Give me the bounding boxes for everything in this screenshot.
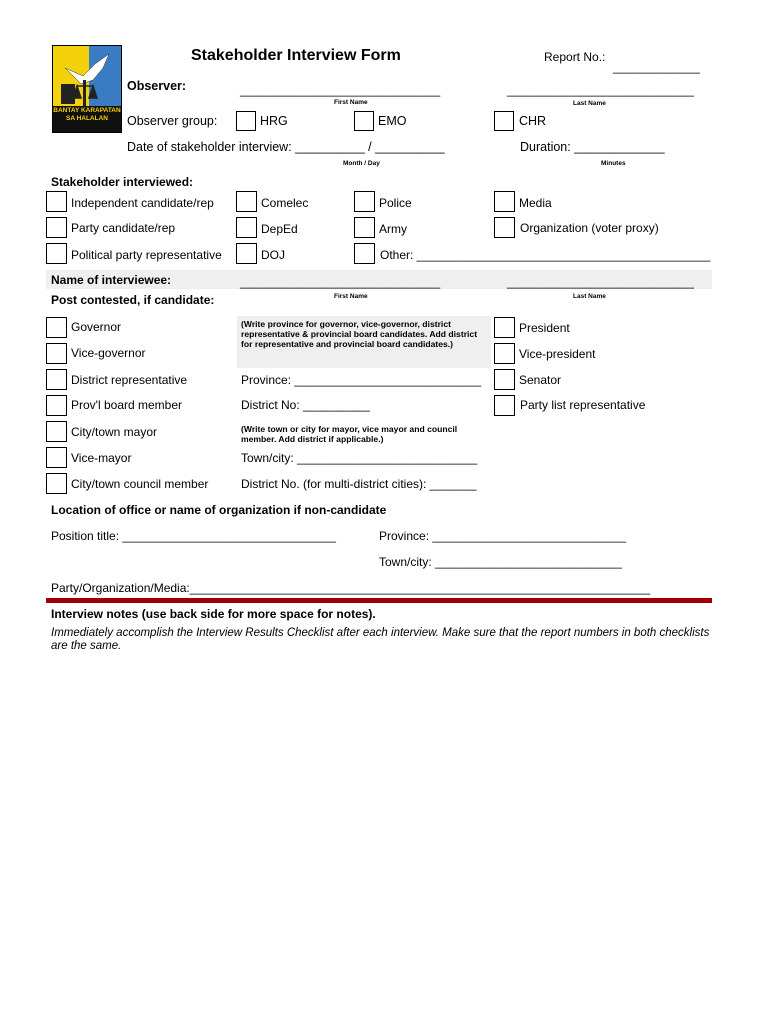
town-note: (Write town or city for mayor, vice mayor and council member. Add district if applicable.) (241, 424, 458, 444)
logo-text: BANTAY KARAPATAN SA HALALAN (53, 107, 121, 122)
checkbox-political-party-rep[interactable] (46, 243, 67, 264)
report-no-field[interactable]: _____________ (613, 60, 700, 74)
interviewee-last-name-field[interactable]: ____________________________ (507, 275, 694, 289)
option-vice-mayor: Vice-mayor (71, 451, 132, 465)
option-doj: DOJ (261, 248, 285, 262)
option-vice-president: Vice-president (519, 347, 596, 361)
checkbox-army[interactable] (354, 217, 375, 238)
location-label: Location of office or name of organization if non-candidate (51, 503, 387, 517)
checkbox-emo[interactable] (354, 111, 374, 131)
option-police: Police (379, 196, 412, 210)
interview-date-field[interactable]: Date of stakeholder interview: __________ / __________ (127, 140, 445, 154)
checkbox-police[interactable] (354, 191, 375, 212)
checkbox-independent-candidate[interactable] (46, 191, 67, 212)
option-independent-candidate: Independent candidate/rep (71, 196, 214, 210)
option-city-town-mayor: City/town mayor (71, 425, 158, 439)
observer-last-name-caption: Last Name (573, 100, 606, 107)
option-chr: CHR (519, 114, 547, 128)
observer-first-name-caption: First Name (334, 99, 368, 106)
party-organization-media-field[interactable]: Party/Organization/Media:_____________________________________________________________________ (51, 581, 651, 595)
option-senator: Senator (519, 373, 562, 387)
option-organization: Organization (voter proxy) (520, 221, 659, 235)
option-political-party-rep: Political party representative (71, 248, 222, 262)
province-note: (Write province for governor, vice-governor, district representative & provincial board candidates. Add district for representative and provincial board candidates.) (241, 319, 478, 349)
option-hrg: HRG (260, 114, 288, 128)
checkbox-district-representative[interactable] (46, 369, 67, 390)
interviewee-label: Name of interviewee: (51, 273, 172, 287)
location-town-city-field[interactable]: Town/city: ____________________________ (379, 555, 622, 569)
post-contested-label: Post contested, if candidate: (51, 293, 215, 307)
checkbox-vice-mayor[interactable] (46, 447, 67, 468)
stakeholder-label: Stakeholder interviewed: (51, 175, 194, 189)
post-province-field[interactable]: Province: ____________________________ (241, 373, 482, 387)
option-vice-governor: Vice-governor (71, 346, 146, 360)
checkbox-hrg[interactable] (236, 111, 256, 131)
date-caption: Month / Day (343, 160, 380, 167)
checkbox-senator[interactable] (494, 369, 515, 390)
checkbox-comelec[interactable] (236, 191, 257, 212)
option-governor: Governor (71, 320, 122, 334)
option-other-field[interactable]: Other: ____________________________________________ (380, 248, 711, 262)
checkbox-chr[interactable] (494, 111, 514, 131)
option-district-representative: District representative (71, 373, 188, 387)
checkbox-provl-board-member[interactable] (46, 395, 67, 416)
option-emo: EMO (378, 114, 407, 128)
observer-first-name-field[interactable]: ______________________________ (240, 83, 441, 97)
option-army: Army (379, 222, 407, 236)
checkbox-city-town-council-member[interactable] (46, 473, 67, 494)
post-multi-district-field[interactable]: District No. (for multi-district cities): _______ (241, 477, 477, 491)
section-divider (46, 598, 712, 603)
option-comelec: Comelec (261, 196, 309, 210)
interview-instruction: Immediately accomplish the Interview Results Checklist after each interview. Make sure that the report numbers in both checklists are the same. (51, 627, 710, 652)
checkbox-party-list-representative[interactable] (494, 395, 515, 416)
option-party-candidate: Party candidate/rep (71, 221, 176, 235)
location-province-field[interactable]: Province: _____________________________ (379, 529, 626, 543)
duration-field[interactable]: Duration: _____________ (520, 140, 665, 154)
observer-last-name-field[interactable]: ____________________________ (507, 83, 694, 97)
interviewee-first-name-field[interactable]: ______________________________ (240, 275, 441, 289)
checkbox-deped[interactable] (236, 217, 257, 238)
option-president: President (519, 321, 570, 335)
duration-caption: Minutes (601, 160, 626, 167)
checkbox-governor[interactable] (46, 317, 67, 338)
option-city-town-council-member: City/town council member (71, 477, 209, 491)
checkbox-organization[interactable] (494, 217, 515, 238)
option-deped: DepEd (261, 222, 298, 236)
checkbox-vice-president[interactable] (494, 343, 515, 364)
observer-label: Observer: (127, 79, 187, 93)
checkbox-media[interactable] (494, 191, 515, 212)
checkbox-city-town-mayor[interactable] (46, 421, 67, 442)
position-title-field[interactable]: Position title: ________________________________ (51, 529, 336, 543)
observer-group-label: Observer group: (127, 114, 218, 128)
checkbox-president[interactable] (494, 317, 515, 338)
checkbox-doj[interactable] (236, 243, 257, 264)
post-district-no-field[interactable]: District No: __________ (241, 398, 370, 412)
checkbox-vice-governor[interactable] (46, 343, 67, 364)
option-provl-board-member: Prov'l board member (71, 398, 182, 412)
option-media: Media (519, 196, 552, 210)
page-title: Stakeholder Interview Form (191, 47, 401, 64)
checkbox-other[interactable] (354, 243, 375, 264)
interviewee-first-name-caption: First Name (334, 293, 368, 300)
option-party-list-representative: Party list representative (520, 398, 646, 412)
interviewee-last-name-caption: Last Name (573, 293, 606, 300)
post-town-city-field[interactable]: Town/city: ___________________________ (241, 451, 478, 465)
report-no-label: Report No.: (544, 50, 606, 64)
checkbox-party-candidate[interactable] (46, 217, 67, 238)
interview-notes-label: Interview notes (use back side for more space for notes). (51, 607, 376, 621)
bantay-logo (52, 45, 122, 133)
